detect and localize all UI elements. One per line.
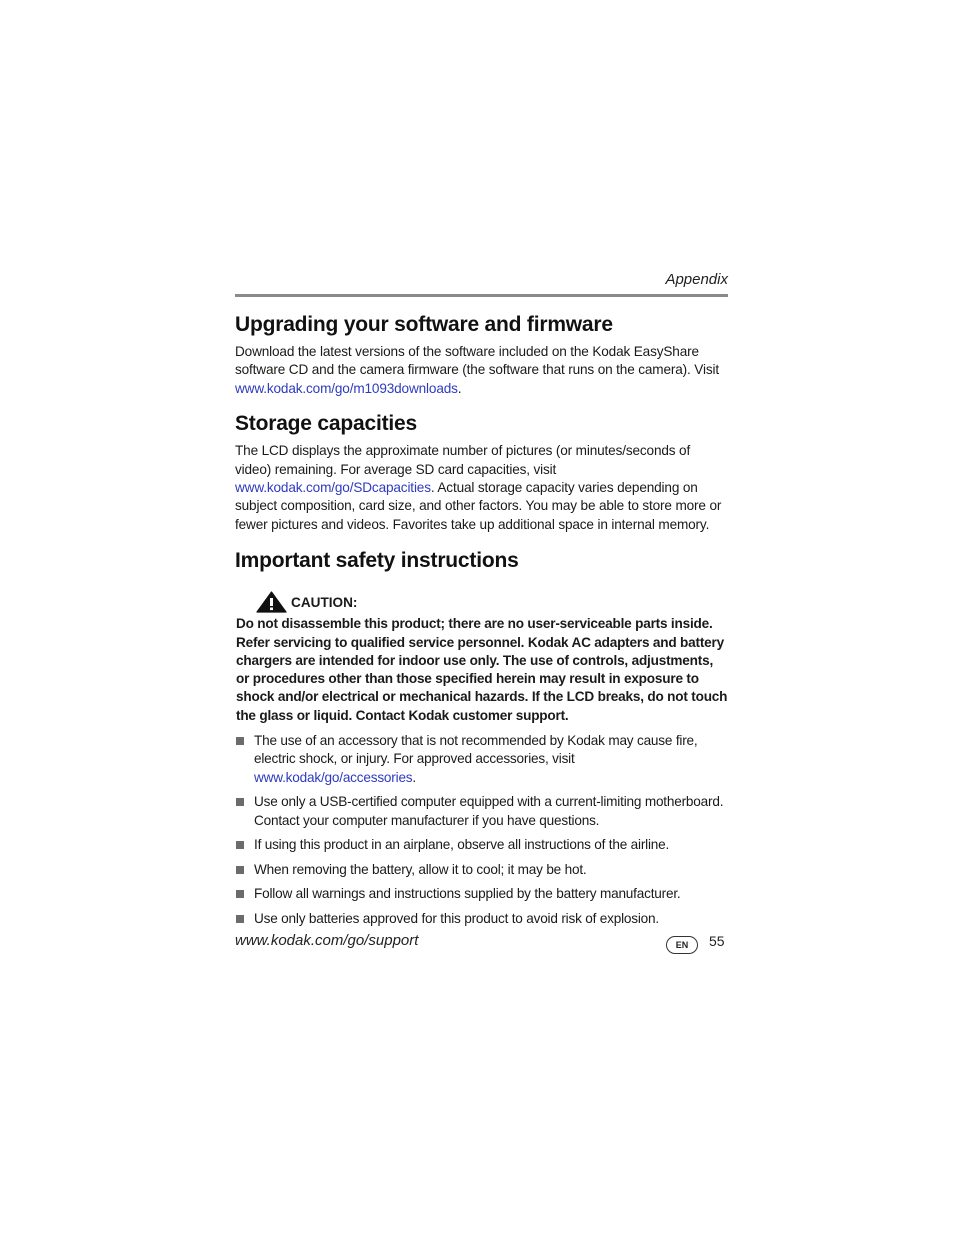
bullet-text: Follow all warnings and instructions supplied by the battery manufacturer. <box>254 886 681 902</box>
square-bullet-icon <box>236 890 244 898</box>
storage-text-end: . Actual storage capacity varies depending on subject composition, card size, and other factors. You may be able to store more or fewer pictures and videos. Favorites take up additional space in internal memory. <box>235 480 722 532</box>
bullet-text: Use only batteries approved for this product to avoid risk of explosion. <box>254 910 659 926</box>
list-item <box>235 732 728 787</box>
square-bullet-icon <box>236 915 244 923</box>
heading-safety: Important safety instructions <box>235 549 519 573</box>
bullet-text: The use of an accessory that is not recommended by Kodak may cause fire, electric shock, or injury. For approved accessories, visit <box>254 733 698 767</box>
list-item <box>235 910 728 928</box>
square-bullet-icon <box>236 841 244 849</box>
caution-label: CAUTION: <box>291 594 358 610</box>
header-rule <box>235 294 728 297</box>
list-item <box>235 836 728 854</box>
sdcapacities-link[interactable]: www.kodak.com/go/SDcapacities <box>235 480 431 496</box>
upgrade-text-end: . <box>457 380 462 396</box>
bullet-text: When removing the battery, allow it to cool; it may be hot. <box>254 861 587 877</box>
upgrade-paragraph <box>235 343 728 398</box>
footer-support-url[interactable]: www.kodak.com/go/support <box>235 932 419 949</box>
page-content <box>235 268 728 934</box>
page-footer <box>235 930 728 956</box>
caution-text: Do not disassemble this product; there are no user-serviceable parts inside. Refer servicing to qualified service personnel. Kodak AC adapters and battery chargers are intended for indoor use only. The use of controls, adjustments, or procedures other than those specified herein may result in exposure to shock and/or electrical or mechanical hazards. If the LCD breaks, do not touch the glass or liquid. Contact Kodak customer support. <box>236 616 728 723</box>
page-number: 55 <box>709 933 725 949</box>
square-bullet-icon <box>236 798 244 806</box>
list-item <box>235 861 728 879</box>
heading-upgrading: Upgrading your software and firmware <box>235 313 613 336</box>
square-bullet-icon <box>236 737 244 745</box>
list-item <box>235 793 728 830</box>
caution-header <box>256 591 728 613</box>
storage-paragraph <box>235 442 728 534</box>
list-item <box>235 885 728 903</box>
upgrade-text: Download the latest versions of the software included on the Kodak EasyShare software CD and the camera firmware (the software that runs on the camera). Visit <box>235 344 719 378</box>
storage-text: The LCD displays the approximate number of pictures (or minutes/seconds of video) remaining. For average SD card capacities, visit <box>235 443 691 477</box>
square-bullet-icon <box>236 866 244 874</box>
language-badge: EN <box>666 936 698 954</box>
bullet-text: Use only a USB-certified computer equipped with a current-limiting motherboard. Contact your computer manufacturer if you have questions. <box>254 794 724 828</box>
bullet-text: If using this product in an airplane, observe all instructions of the airline. <box>254 837 670 853</box>
bullet-text-end: . <box>412 769 416 785</box>
downloads-link[interactable]: www.kodak.com/go/m1093downloads <box>235 380 458 396</box>
accessories-link[interactable]: www.kodak/go/accessories <box>254 769 413 785</box>
warning-triangle-icon <box>256 591 287 613</box>
heading-storage: Storage capacities <box>235 412 417 436</box>
running-head: Appendix <box>665 271 728 288</box>
safety-bullet-list <box>235 732 728 928</box>
